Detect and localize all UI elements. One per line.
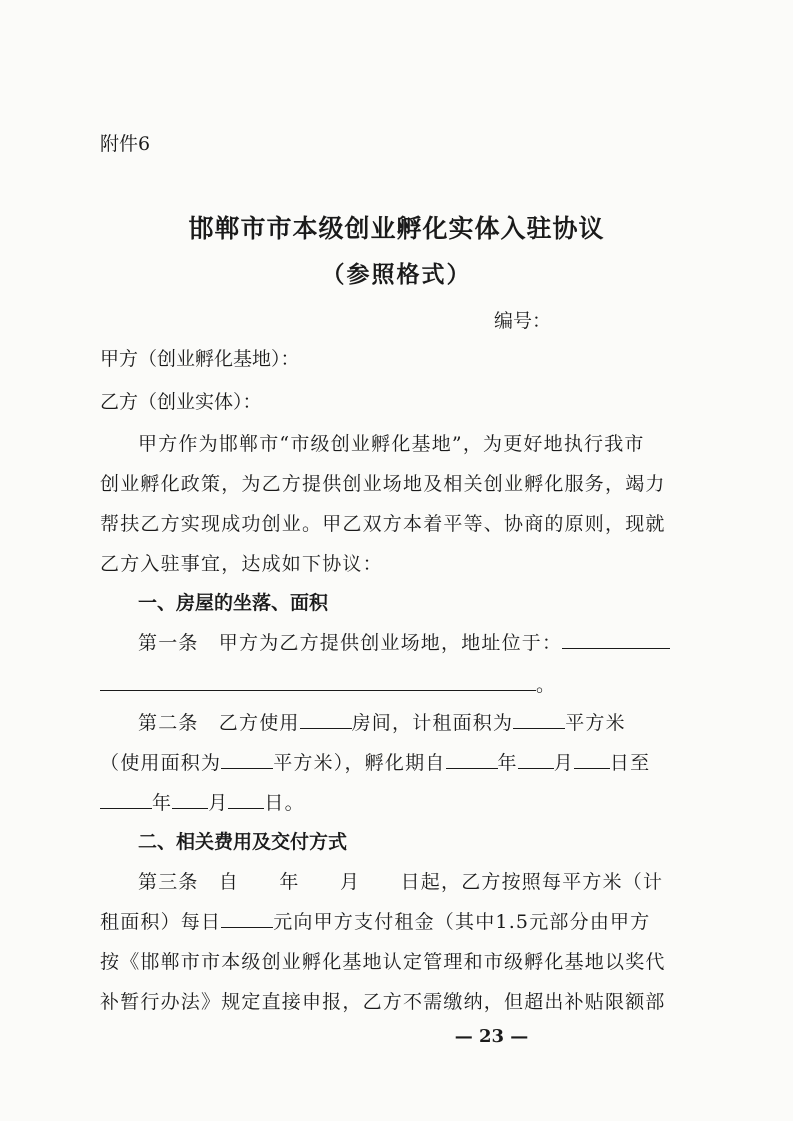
usage-area-blank [221, 750, 273, 769]
article-3-text-b: 元向甲方支付租金（其中1.5元部分由甲方 [273, 911, 651, 933]
article-3-text-a: 租面积）每日 [100, 911, 222, 933]
article-3-line-4: 补暂行办法》规定直接申报，乙方不需缴纳，但超出补贴限额部 [100, 991, 666, 1013]
address-blank [562, 630, 670, 649]
attachment-label: 附件6 [100, 133, 151, 155]
serial-number-label: 编号： [494, 310, 552, 332]
end-month-label: 月 [208, 792, 229, 814]
month-label: 月 [553, 752, 574, 774]
article-2-line-1 [138, 710, 626, 736]
start-year-blank [446, 750, 498, 769]
page-number: — 23 — [454, 1026, 529, 1047]
room-blank [300, 710, 352, 729]
party-b-line: 乙方（创业实体）： [100, 391, 262, 413]
article-3-line-1: 第三条 自 年 月 日起，乙方按照每平方米（计 [138, 871, 664, 893]
intro-line-4: 乙方入驻事宜，达成如下协议： [100, 553, 383, 575]
end-month-blank [172, 790, 208, 809]
address-blank-2 [100, 672, 536, 691]
end-year-blank [100, 790, 152, 809]
area-blank [513, 710, 565, 729]
party-a-line: 甲方（创业孵化基地）： [100, 348, 300, 370]
end-year-label: 年 [152, 792, 173, 814]
end-day-blank [228, 790, 264, 809]
day-to-label: 日至 [609, 752, 651, 774]
article-2-text-b: 房间，计租面积为 [351, 712, 514, 734]
section-2-heading: 二、相关费用及交付方式 [138, 831, 348, 853]
document-title: 邯郸市市本级创业孵化实体入驻协议 [188, 214, 605, 243]
article-1-continuation [100, 672, 556, 698]
intro-line-2: 创业孵化政策，为乙方提供创业场地及相关创业孵化服务，竭力 [100, 473, 666, 495]
article-2-line-2 [100, 750, 650, 776]
year-label: 年 [497, 752, 518, 774]
start-month-blank [518, 750, 554, 769]
document-subtitle: （参照格式） [321, 262, 472, 288]
article-1-text: 第一条 甲方为乙方提供创业场地，地址位于： [138, 632, 563, 654]
article-3-line-2 [100, 909, 650, 935]
section-1-heading: 一、房屋的坐落、面积 [138, 592, 329, 614]
end-day-label: 日。 [264, 792, 305, 814]
article-2-text-e: 平方米），孵化期自 [273, 752, 446, 774]
article-3-line-3: 按《邯郸市市本级创业孵化基地认定管理和市级孵化基地以奖代 [100, 951, 666, 973]
intro-line-3: 帮扶乙方实现成功创业。甲乙双方本着平等、协商的原则，现就 [100, 513, 666, 535]
article-2-text-d: （使用面积为 [100, 752, 222, 774]
article-1-line [138, 630, 670, 656]
period-mark: 。 [536, 674, 557, 696]
article-2-text-a: 第二条 乙方使用 [138, 712, 300, 734]
intro-line-1: 甲方作为邯郸市“市级创业孵化基地”，为更好地执行我市 [138, 433, 645, 455]
article-2-line-3 [100, 790, 305, 816]
start-day-blank [574, 750, 610, 769]
article-2-text-c: 平方米 [565, 712, 626, 734]
rent-blank [221, 909, 273, 928]
